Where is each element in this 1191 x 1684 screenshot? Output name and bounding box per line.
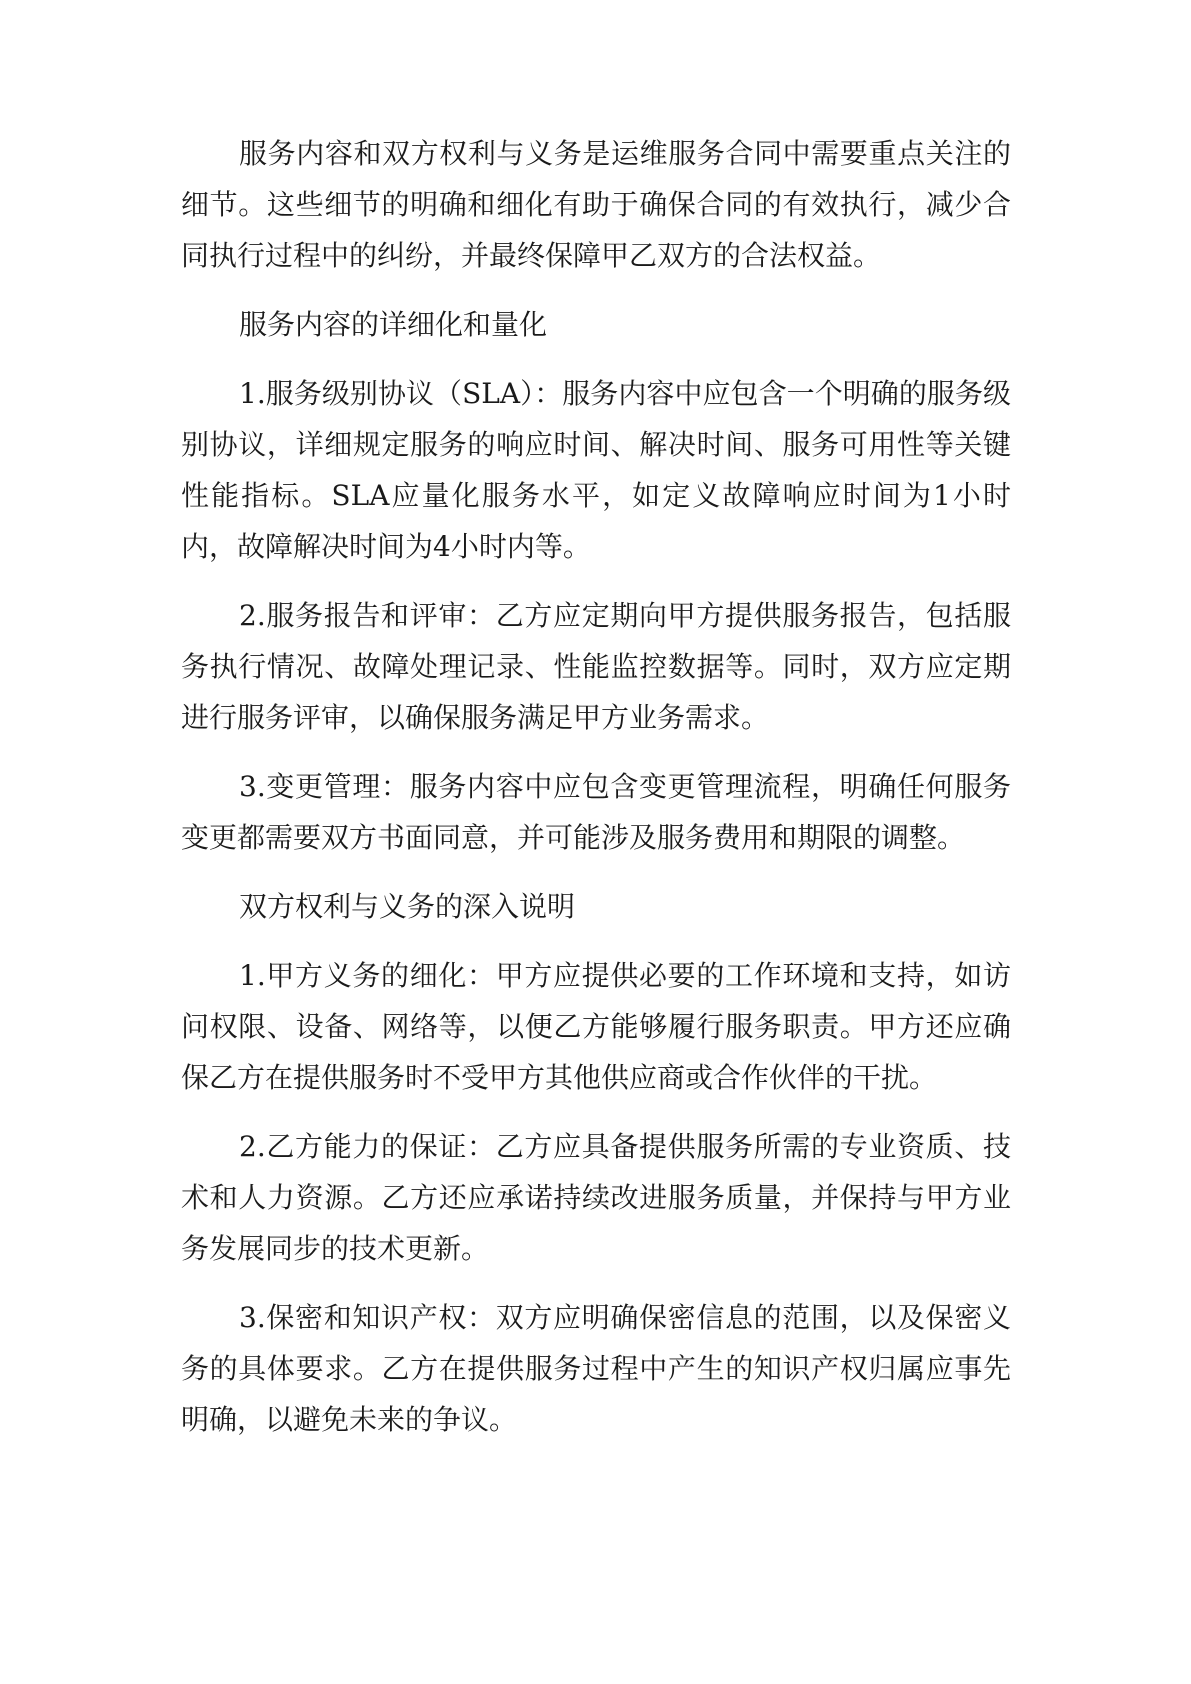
paragraph-intro: 服务内容和双方权利与义务是运维服务合同中需要重点关注的细节。这些细节的明确和细化有助于确保合同的有效执行，减少合同执行过程中的纠纷，并最终保障甲乙双方的合法权益。 <box>181 137 1011 272</box>
paragraph-confidentiality-ip: 3.保密和知识产权：双方应明确保密信息的范围，以及保密义务的具体要求。乙方在提供服务过程中产生的知识产权归属应事先明确，以避免未来的争议。 <box>181 1301 1011 1436</box>
paragraph-party-b-capability: 2.乙方能力的保证：乙方应具备提供服务所需的专业资质、技术和人力资源。乙方还应承诺持续改进服务质量，并保持与甲方业务发展同步的技术更新。 <box>181 1130 1011 1265</box>
paragraph-service-report: 2.服务报告和评审：乙方应定期向甲方提供服务报告，包括服务执行情况、故障处理记录、性能监控数据等。同时，双方应定期进行服务评审，以确保服务满足甲方业务需求。 <box>181 599 1011 734</box>
paragraph-party-a-obligations: 1.甲方义务的细化：甲方应提供必要的工作环境和支持，如访问权限、设备、网络等，以便乙方能够履行服务职责。甲方还应确保乙方在提供服务时不受甲方其他供应商或合作伙伴的干扰。 <box>181 959 1011 1094</box>
section-heading-service-content: 服务内容的详细化和量化 <box>239 308 548 341</box>
paragraph-sla: 1.服务级别协议（SLA）：服务内容中应包含一个明确的服务级别协议，详细规定服务的响应时间、解决时间、服务可用性等关键性能指标。SLA应量化服务水平，如定义故障响应时间为1小时内，故障解决时间为4小时内等。 <box>181 377 1011 563</box>
document-body <box>181 128 1011 1463</box>
paragraph-change-management: 3.变更管理：服务内容中应包含变更管理流程，明确任何服务变更都需要双方书面同意，并可能涉及服务费用和期限的调整。 <box>181 770 1011 854</box>
section-heading-rights-obligations: 双方权利与义务的深入说明 <box>239 890 576 923</box>
